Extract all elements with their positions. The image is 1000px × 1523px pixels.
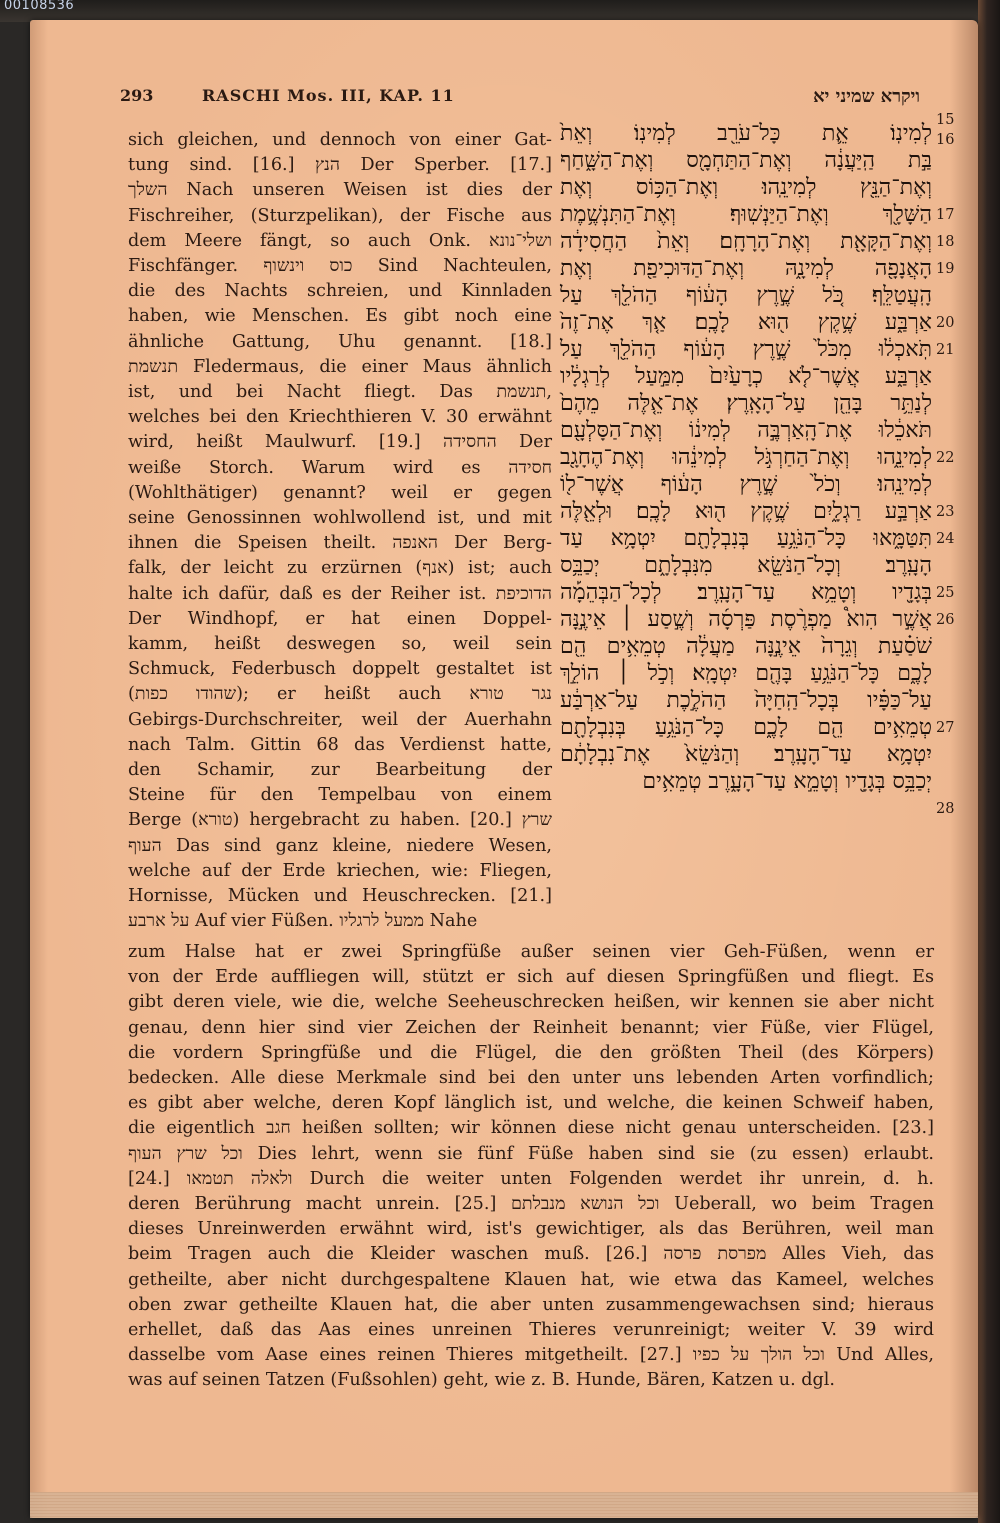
commentary-line: sich gleichen, und dennoch von einer Gat-	[128, 130, 552, 150]
verse-number: 28	[936, 801, 955, 817]
page-stack-edge	[30, 1492, 978, 1518]
hebrew-verse-line: לְמִינֵ֑הוּ וְאֶת־הַחַרְגֹּ֣ל לְמִינֵ֔הוּ וְאֶת־הֶחָגָ֖ב	[560, 445, 932, 470]
hebrew-verse-line: תֹּֽאכְל֔וּ מִכֹּל֙ שֶׁ֣רֶץ הָע֔וֹף הַהֹלֵ֖ךְ עַל	[560, 337, 932, 362]
hebrew-verse-line: בְּגָדָ֖יו וְטָמֵ֥א עַד־הָעָֽרֶב׃ לְכָל־הַבְּהֵמָ֡ה	[560, 580, 932, 605]
commentary-line: [24.] ולאלה תטמאו Durch die weiter unten Folgenden werdet ihr unrein, d. h.	[128, 1168, 935, 1189]
commentary-line: Schmuck, Federbusch doppelt gestaltet ist	[128, 659, 552, 680]
hebrew-verse-line: שֹׁסַ֗עַת וְגֵרָה֙ אֵינֶ֣נָּה מַעֲלָ֔ה טְמֵאִ֥ים הֵ֖ם	[560, 634, 932, 659]
commentary-line: die des Nachts schreien, und Kinnladen	[128, 281, 552, 302]
commentary-line: העוף Das sind ganz kleine, niedere Wesen,	[128, 835, 552, 856]
hebrew-verse-line: לְמִינֵֽהוּ׃ וְכֹל֙ שֶׁ֣רֶץ הָע֔וֹף אֲשֶׁר־ל֖וֹ	[560, 472, 932, 497]
hebrew-verse-line: לְמִינֽוֹ׃ אֵ֛ת כָּל־עֹרֵ֖ב לְמִינֽוֹ׃ וְאֵת֙	[560, 121, 932, 146]
commentary-line: gibt deren viele, wie die, welche Seeheuschrecken heißen, wir kennen sie aber nicht	[128, 992, 934, 1013]
top-frame-strip	[0, 0, 1000, 22]
hebrew-verse-line: אַרְבַּ֣ע רַגְלָ֑יִם שֶׁ֥קֶץ ה֖וּא לָכֶֽם׃ וּלְאֵ֖לֶּה	[560, 499, 932, 524]
commentary-line: (Wohlthätiger) genannt? weil er gegen	[128, 482, 552, 503]
commentary-line: (שהודו כפות); er heißt auch נגר טורא	[128, 684, 553, 705]
commentary-line: es gibt aber welche, deren Kopf länglich ist, und welche, die keinen Schweif haben,	[128, 1093, 934, 1114]
commentary-line: tung sind. [16.] הנץ Der Sperber. [17.]	[128, 155, 553, 176]
hebrew-verse-line: טְמֵאִ֥ים הֵ֖ם לָכֶ֑ם כָּל־הַנֹּגֵ֥עַ בְּנִבְלָתָ֖ם	[560, 715, 932, 740]
commentary-line: Steine für den Tempelbau von einem	[128, 785, 552, 806]
commentary-line: wird, heißt Maulwurf. [19.] החסידה Der	[128, 432, 552, 453]
scan-code: 00108536	[4, 0, 75, 13]
verse-number: 22	[936, 450, 955, 466]
commentary-line: ähnliche Gattung, Uhu genannt. [18.]	[128, 331, 552, 352]
verse-number: 20	[936, 315, 955, 331]
book-spine-edge	[978, 0, 1000, 1523]
commentary-line: על ארבע Auf vier Füßen. ממעל לרגליו Nahe	[128, 911, 478, 932]
commentary-line: deren Berührung macht unrein. [25.] וכל הנושא מנבלתם Ueberall, wo beim Tragen	[128, 1194, 934, 1215]
hebrew-verse-line: תִּטַּמָּ֑אוּ כָּל־הַנֹּגֵ֥עַ בְּנִבְלָתָ֖ם יִטְמָ֥א עַד	[560, 526, 932, 551]
commentary-line: kamm, heißt deswegen so, weil sein	[128, 634, 552, 655]
verse-number: 21	[936, 342, 955, 358]
commentary-line: ihnen die Speisen theilt. האנפה Der Berg-	[128, 533, 553, 554]
commentary-line: dieses Unreinwerden erwähnt wird, ist's gewichtiger, als das Berühren, weil man	[128, 1219, 934, 1240]
commentary-line: seine Genossinnen wohlwollend ist, und mit	[128, 508, 552, 529]
commentary-line: oben zwar getheilte Klauen hat, die aber unten zusammengewachsen sind; hieraus	[128, 1294, 934, 1315]
commentary-line: Fischfänger. כוס וינשוף Sind Nachteulen,	[128, 256, 552, 277]
commentary-line: bedecken. Alle diese Merkmale sind bei den unter uns lebenden Arten vorfindlich;	[128, 1068, 934, 1089]
verse-number: 16	[936, 132, 955, 148]
commentary-line: dem Meere fängt, so auch Onk. ושלי־נונא	[128, 230, 552, 251]
hebrew-verse-line: יִטְמָ֥א עַד־הָעָֽרֶב׃ וְהַנֹּשֵׂא֙ אֶת־נִבְלָתָ֔ם	[560, 742, 932, 767]
commentary-line: welches bei den Kriechthieren V. 30 erwähnt	[128, 407, 552, 428]
commentary-line: Gebirgs-Durchschreiter, weil der Auerhahn	[128, 709, 552, 730]
verse-number: 25	[936, 585, 955, 601]
page-header	[120, 86, 920, 110]
verse-number: 19	[936, 261, 955, 277]
commentary-line: ist, und bei Nacht fliegt. Das תנשמת,	[128, 382, 552, 403]
commentary-line: beim Tragen auch die Kleider waschen muß. [26.] מפרסת פרסה Alles Vieh, das	[128, 1244, 935, 1265]
verse-number: 15	[936, 112, 955, 128]
hebrew-text-column	[560, 120, 932, 795]
verse-number: 23	[936, 504, 955, 520]
hebrew-verse-line: תֹּאכֵ֔לוּ אֶת־הָֽאַרְבֶּ֣ה לְמִינ֔וֹ וְאֶת־הַסָּלְעָ֖ם	[560, 418, 932, 443]
commentary-line: השלך Nach unseren Weisen ist dies der	[128, 180, 552, 201]
hebrew-verse-line: אַרְבַּ֑ע שֶׁ֥קֶץ ה֖וּא לָכֶֽם׃ אַ֤ךְ אֶת־זֶה֙	[560, 310, 932, 335]
hebrew-verse-line: אֲשֶׁ֣ר הִוא֩ מַפְרֶ֨סֶת פַּרְסָ֜ה וְשֶׁ֣סַע ׀ אֵינֶ֣נָּה	[560, 607, 932, 632]
hebrew-verse-line: הַשָּׁלָ֖ךְ וְאֶת־הַיַּנְשֽׁוּף׃ וְאֶת־הַתִּנְשֶׁ֥מֶת	[560, 202, 932, 227]
commentary-line: halte ich dafür, daß es der Reiher ist. הדוכיפת	[128, 583, 552, 604]
verse-number: 18	[936, 234, 955, 250]
commentary-line: zum Halse hat er zwei Springfüße außer seinen vier Geh-Füßen, wenn er	[128, 942, 934, 962]
commentary-line: die vordern Springfüße und die Flügel, die den größten Theil (des Körpers)	[128, 1042, 934, 1063]
verse-number: 24	[936, 531, 955, 547]
hebrew-verse-line: יְכַבֵּ֥ס בְּגָדָ֖יו וְטָמֵ֣א עַד־הָעָ֑רֶב טְמֵאִ֥ים	[642, 769, 932, 794]
commentary-line: getheilte, aber nicht durchgespaltene Klauen hat, wie etwa das Kameel, welches	[128, 1269, 934, 1290]
commentary-line: תנשמת Fledermaus, die einer Maus ähnlich	[128, 356, 552, 377]
commentary-line: weiße Storch. Warum wird es חסידה	[128, 457, 552, 478]
commentary-line: haben, wie Menschen. Es gibt noch eine	[128, 306, 552, 327]
hebrew-verse-line: הָעָֽרֶב׃ וְכָל־הַנֹּשֵׂ֖א מִנִּבְלָתָ֑ם יְכַבֵּ֥ס	[560, 553, 932, 578]
hebrew-verse-line: הָֽעֲטַלֵּֽף׃ כֹּ֚ל שֶׁ֣רֶץ הָע֔וֹף הַהֹלֵ֖ךְ עַל	[560, 283, 932, 308]
commentary-line: Berge (טורא) hergebracht zu haben. [20.] שרץ	[128, 810, 552, 831]
hebrew-verse-line: וְאֶת־הַנֵּ֖ץ לְמִינֵֽהוּ׃ וְאֶת־הַכּ֥וֹס וְאֶת	[560, 175, 932, 200]
hebrew-verse-line: אַרְבַּ֑ע אֲשֶׁר־לֹ֤א כְרָעַ֙יִם֙ מִמַּ֣עַל לְרַגְלָ֔יו	[560, 364, 932, 389]
running-head: RASCHI Mos. III, KAP. 11	[202, 86, 455, 105]
commentary-line: Hornisse, Mücken und Heuschrecken. [21.]	[128, 886, 552, 907]
hebrew-verse-line: וְאֶת־הַקָּאָ֖ת וְאֶת־הָרָחָֽם׃ וְאֵת֙ הַחֲסִידָ֔ה	[560, 229, 932, 254]
verse-number: 17	[936, 207, 955, 223]
commentary-line: die eigentlich חגב heißen sollten; wir können diese nicht genau unterscheiden. [23.]	[128, 1118, 934, 1139]
commentary-line: erhellet, daß das Aas eines unreinen Thieres verunreinigt; weiter V. 39 wird	[128, 1320, 934, 1341]
verse-number: 26	[936, 612, 955, 628]
commentary-line: den Schamir, zur Bearbeitung der	[128, 760, 552, 781]
hebrew-verse-line: הָאֲנָפָ֖ה לְמִינָ֑הּ וְאֶת־הַדּוּכִיפַ֖ת וְאֶת	[560, 256, 932, 281]
hebrew-running-head: ויקרא שמיני יא	[813, 86, 920, 107]
hebrew-verse-line: בַּ֣ת הַֽיַּעֲנָ֔ה וְאֶת־הַתַּחְמָ֖ס וְאֶת־הַשָּׁ֑חַף	[560, 148, 932, 173]
commentary-column	[128, 128, 552, 935]
commentary-line: von der Erde auffliegen will, stützt er sich auf diesen Springfüßen und fliegt. Es	[128, 967, 934, 988]
commentary-line: genau, denn hier sind vier Zeichen der Reinheit benannt; vier Füße, vier Flügel,	[128, 1017, 934, 1038]
commentary-line: was auf seinen Tatzen (Fußsohlen) geht, wie z. B. Hunde, Bären, Katzen u. dgl.	[128, 1370, 836, 1391]
verse-number: 27	[936, 720, 955, 736]
hebrew-verse-line: לְנַתֵּ֥ר בָּהֵ֖ן עַל־הָאָֽרֶץ׃ אֶת־אֵ֤לֶּה מֵהֶם֙	[560, 391, 932, 416]
page-number: 293	[120, 86, 154, 105]
commentary-line: falk, der leicht zu erzürnen (אנף) ist; auch	[128, 558, 552, 579]
commentary-line: welche auf der Erde kriechen, wie: Fliegen,	[128, 860, 552, 881]
commentary-line: dasselbe vom Aase eines reinen Thieres mitgetheilt. [27.] וכל הולך על כפיו Und Alles,	[128, 1345, 934, 1366]
hebrew-verse-line: עַל־כַּפָּ֗יו בְּכָל־הַֽחַיָּה֙ הַהֹלֶ֣כֶת עַל־אַרְבַּ֔ע	[560, 688, 932, 713]
commentary-line: nach Talm. Gittin 68 das Verdienst hatte,	[128, 734, 552, 755]
commentary-full-width	[128, 940, 934, 1394]
commentary-line: Fischreiher, (Sturzpelikan), der Fische aus	[128, 205, 552, 226]
commentary-line: וכל שרץ העוף Dies lehrt, wenn sie fünf Füße haben sind sie (zu essen) erlaubt.	[128, 1143, 934, 1164]
commentary-line: Der Windhopf, er hat einen Doppel-	[128, 608, 552, 629]
hebrew-verse-line: לָכֶ֑ם כָּל־הַנֹּגֵ֥עַ בָּהֶ֖ם יִטְמָֽא׃ וְכֹ֣ל ׀ הוֹלֵ֣ךְ	[560, 661, 932, 686]
